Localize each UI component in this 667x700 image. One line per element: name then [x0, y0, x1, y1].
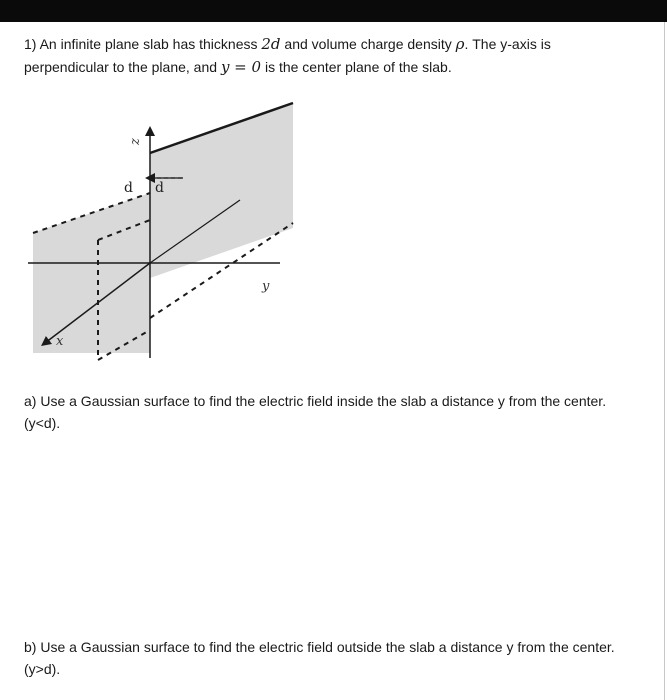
part-a-text-line-2: (y<d). [24, 415, 61, 431]
thickness-label-right: d [155, 180, 164, 196]
question-text-line-1: 1) An infinite plane slab has thickness 2d and volume charge density ρ. The y-axis is [24, 35, 551, 53]
x-axis-label: x [56, 334, 64, 349]
part-b-text-line-1: b) Use a Gaussian surface to find the electric field outside the slab a distance y from the center. [24, 639, 615, 655]
question-text-line-2: perpendicular to the plane, and y = 0 is the center plane of the slab. [24, 58, 452, 76]
thickness-symbol: 2d [261, 35, 281, 53]
slab-diagram [0, 95, 330, 370]
thickness-label-left: d [124, 180, 133, 196]
page-border [664, 22, 665, 700]
center-plane-equation: y = 0 [220, 58, 262, 76]
part-a-text-line-1: a) Use a Gaussian surface to find the electric field inside the slab a distance y from the center. [24, 393, 607, 409]
y-axis-label: y [262, 279, 270, 294]
part-b-text-line-2: (y>d). [24, 661, 61, 677]
rho-symbol: ρ [455, 35, 465, 53]
z-axis-label: z [128, 138, 143, 145]
top-bar [0, 0, 667, 22]
